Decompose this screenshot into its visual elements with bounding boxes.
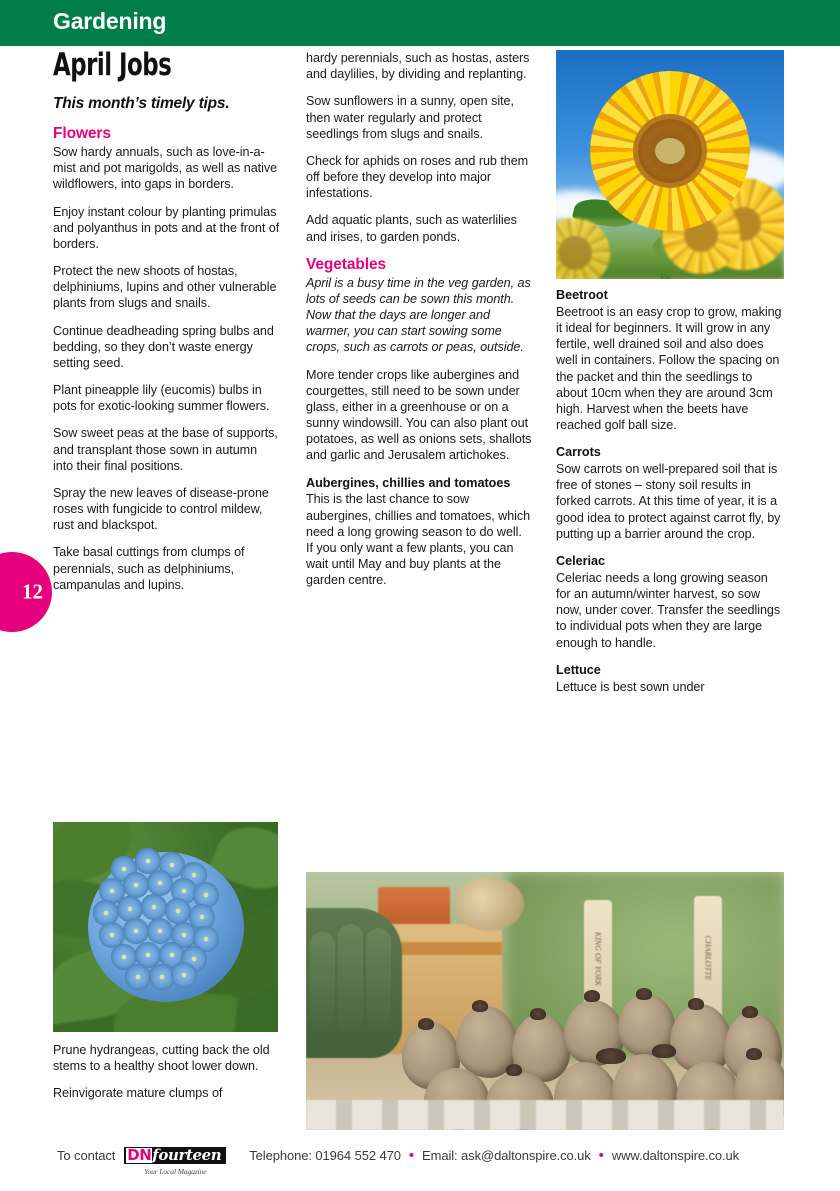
- paragraph: Reinvigorate mature clumps of: [53, 1086, 223, 1101]
- subsection-title: Carrots: [556, 445, 601, 460]
- hydrangea-photo: [53, 822, 278, 1032]
- paragraph: Take basal cuttings from clumps of perennials, such as delphiniums, campanulas and lupins.: [53, 545, 245, 592]
- paragraph: Prune hydrangeas, cutting back the old stems to a healthy shoot lower down.: [53, 1043, 270, 1074]
- paragraph: Plant pineapple lily (eucomis) bulbs in pots for exotic-looking summer flowers.: [53, 383, 270, 414]
- section-title-flowers: Flowers: [53, 125, 111, 142]
- subsection-title: Lettuce: [556, 662, 601, 677]
- paragraph: Check for aphids on roses and rub them off before they develop into major infestations.: [306, 153, 529, 201]
- subsection-body: This is the last chance to sow aubergines, chillies and tomatoes, which need a long growing season to do well. If you only want a few plants, you can wait until May and buy plants at the garden centre.: [306, 492, 531, 588]
- middle-column: [306, 50, 532, 600]
- paragraph: Continue deadheading spring bulbs and bedding, so they don’t waste energy setting seed.: [53, 323, 274, 370]
- potato-label: CHARLOTTE: [703, 935, 713, 981]
- sunflower-photo: [556, 50, 784, 279]
- subsection-body: Celeriac needs a long growing season for an autumn/winter harvest, so sow now, under cover. Transfer the seedlings to individual pots when they are large enough to handle.: [556, 570, 781, 650]
- potato-label: KING OF YORK: [593, 931, 603, 987]
- left-column: [53, 47, 280, 604]
- logo-dn-text: DN: [127, 1146, 152, 1164]
- page-number-badge: [0, 552, 52, 632]
- subsection-body: Sow carrots on well-prepared soil that is free of stones – stony soil results in forked carrots. At this time of year, it is a good idea to protect against carrot fly, by putting up a barrier around the crop.: [556, 462, 781, 541]
- masthead-bar: [0, 0, 840, 46]
- footer-contact-row: [57, 1146, 740, 1176]
- chitting-potatoes-photo: [306, 872, 784, 1130]
- subsection-title: Celeriac: [556, 553, 606, 568]
- article-subhead: This month’s timely tips.: [53, 95, 230, 112]
- article-headline: April Jobs: [53, 47, 172, 83]
- footer-telephone: Telephone: 01964 552 470: [249, 1148, 401, 1163]
- right-column: [556, 288, 784, 695]
- logo-tagline: Your Local Magazine: [144, 1166, 207, 1176]
- subsection-body: Lettuce is best sown under: [556, 679, 705, 694]
- paragraph: Add aquatic plants, such as waterlilies and irises, to garden ponds.: [306, 213, 517, 244]
- footer-email[interactable]: Email: ask@daltonspire.co.uk: [422, 1148, 591, 1163]
- subsection-title: Aubergines, chillies and tomatoes: [306, 475, 511, 490]
- paragraph: More tender crops like aubergines and courgettes, still need to be sown under glass, either in a greenhouse or on a sunny windowsill. You can also plant out potatoes, as well as onions sets, shallots and garlic and Jerusalem artichokes.: [306, 367, 532, 463]
- footer-to-contact-label: To contact: [57, 1148, 116, 1163]
- paragraph: hardy perennials, such as hostas, asters and daylilies, by dividing and replanting.: [306, 51, 530, 82]
- page-number-label: 12: [22, 579, 43, 604]
- paragraph: Sow sweet peas at the base of supports, and transplant those sown in autumn into their final positions.: [53, 426, 278, 473]
- section-title-vegetables: Vegetables: [306, 255, 386, 273]
- left-column-continued: [53, 1042, 280, 1113]
- vegetables-intro: April is a busy time in the veg garden, as lots of seeds can be sown this month. Now that the days are longer and warmer, you can start sowing some crops, such as carrots or peas, outside.: [306, 275, 531, 355]
- dnfourteen-logo: [124, 1146, 226, 1176]
- paragraph: Spray the new leaves of disease-prone roses with fungicide to control mildew, rust and blackspot.: [53, 485, 269, 533]
- page-footer: [0, 1139, 840, 1191]
- paragraph: Protect the new shoots of hostas, delphiniums, lupins and other vulnerable plants from slugs and snails.: [53, 264, 277, 311]
- subsection-title: Beetroot: [556, 288, 608, 302]
- paragraph: Enjoy instant colour by planting primulas and polyanthus in pots and at the front of borders.: [53, 204, 280, 251]
- footer-website[interactable]: www.daltonspire.co.uk: [611, 1148, 740, 1163]
- masthead-title: Gardening: [53, 8, 167, 34]
- paragraph: Sow hardy annuals, such as love-in-a-mist and pot marigolds, as well as native wildflowers, into gaps in borders.: [53, 145, 278, 192]
- logo-fourteen-text: fourteen: [152, 1146, 222, 1164]
- subsection-body: Beetroot is an easy crop to grow, making it ideal for beginners. It will grow in any fertile, well drained soil and also does well in containers. Follow the spacing on the packet and thin the seedlings to about 10cm when they are around 3cm high. Harvest when the beets have reached golf ball size.: [556, 304, 782, 433]
- paragraph: Sow sunflowers in a sunny, open site, then water regularly and protect seedlings from slugs and snails.: [306, 94, 514, 141]
- bullet-separator-icon: •: [408, 1147, 415, 1164]
- bullet-separator-icon: •: [598, 1147, 604, 1164]
